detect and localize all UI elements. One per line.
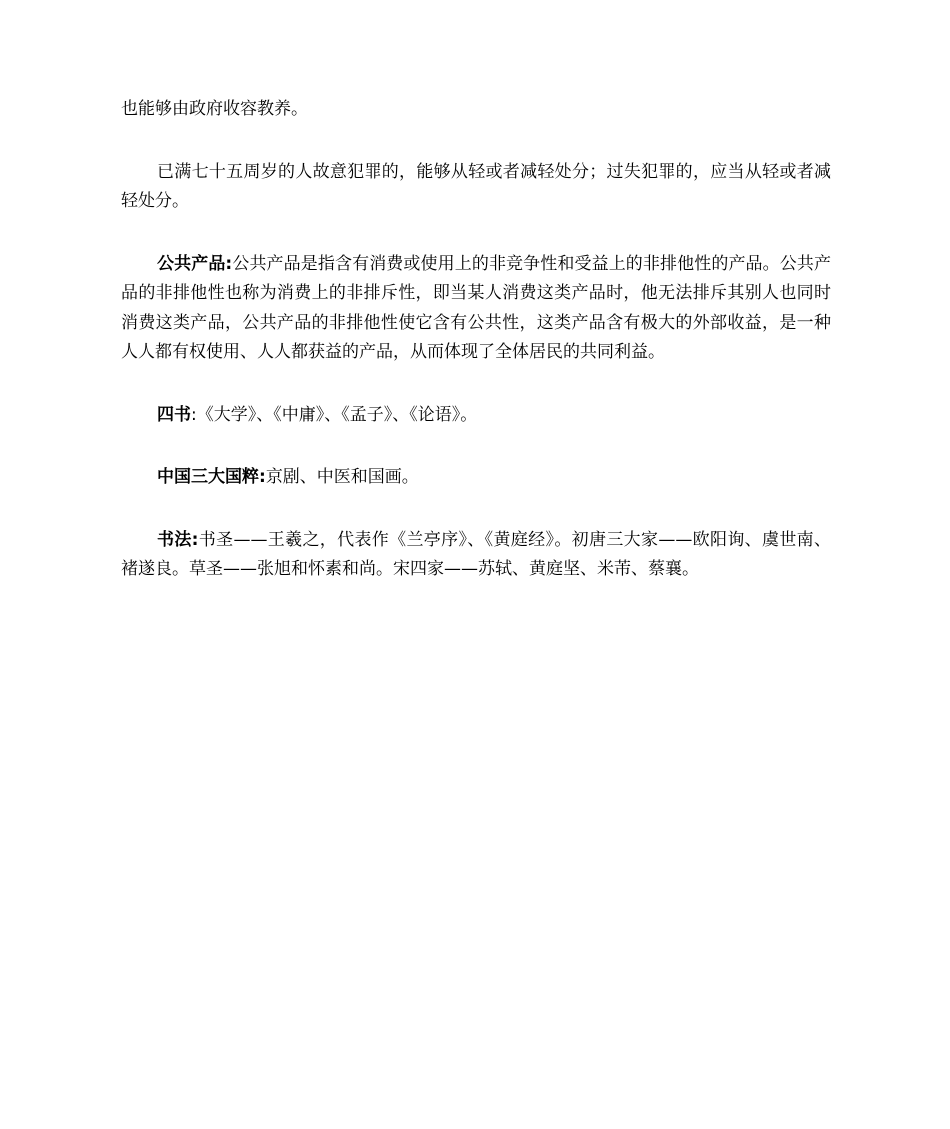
- paragraph-text: :《大学》、《中庸》、《孟子》、《论语》。: [191, 404, 478, 425]
- paragraph-text: 也能够由政府收容教养。: [121, 99, 308, 119]
- document-page: [121, 95, 831, 618]
- paragraph-elderly-crime: [121, 158, 831, 217]
- paragraph-text: 京剧、中医和国画。: [265, 467, 419, 487]
- term-label: 书法:: [157, 529, 199, 550]
- term-label: 四书: [157, 404, 191, 425]
- paragraph-continuation: [121, 95, 831, 125]
- paragraph-calligraphy: [121, 526, 831, 585]
- paragraph-public-goods: [121, 250, 831, 368]
- paragraph-text: 书圣——王羲之，代表作《兰亭序》、《黄庭经》。初唐三大家——欧阳询、虞世南、褚遂良。草圣——张旭和怀素和尚。宋四家——苏轼、黄庭坚、米芾、蔡襄。: [121, 529, 831, 579]
- term-label: 中国三大国粹:: [157, 467, 266, 487]
- paragraph-four-books: [121, 401, 831, 431]
- paragraph-text: 公共产品是指含有消费或使用上的非竞争性和受益上的非排他性的产品。公共产品的非排他性也称为消费上的非排斥性，即当某人消费这类产品时，他无法排斥其别人也同时消费这类产品，公共产品的非排他性使它含有公共性，这类产品含有极大的外部收益，是一种人人都有权使用、人人都获益的产品，从而体现了全体居民的共同利益。: [121, 253, 831, 362]
- paragraph-text: 已满七十五周岁的人故意犯罪的，能够从轻或者减轻处分；过失犯罪的，应当从轻或者减轻处分。: [121, 161, 831, 211]
- term-label: 公共产品:: [157, 253, 233, 274]
- paragraph-national-essence: [121, 463, 831, 493]
